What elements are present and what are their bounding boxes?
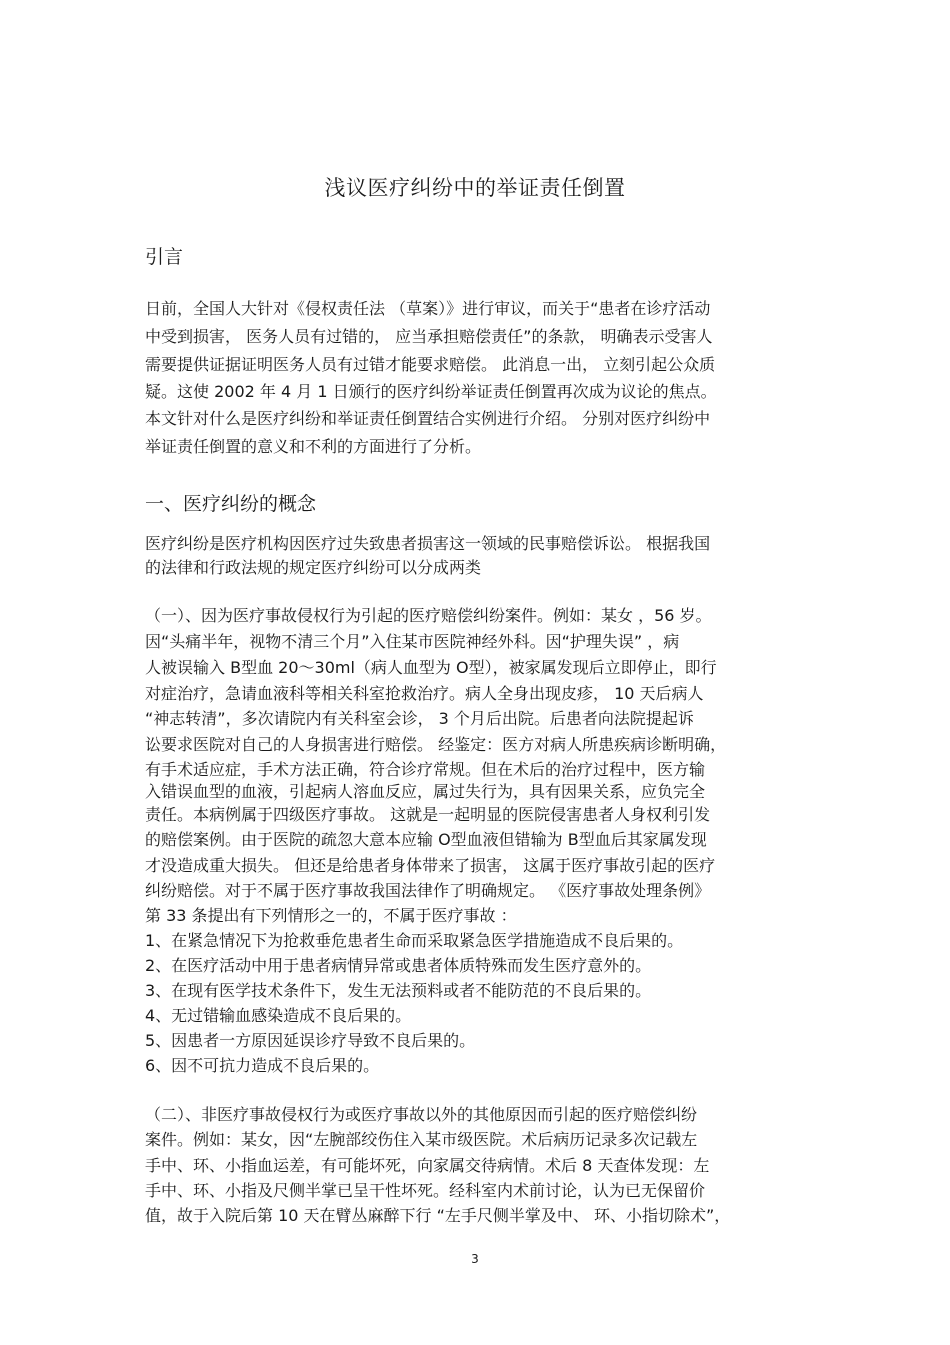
document-title: 浅议医疗纠纷中的举证责任倒置 (324, 176, 626, 200)
list-item: 1、在紧急情况下为抢救垂危患者生命而采取紧急医学措施造成不良后果的。 (145, 931, 684, 950)
paragraph-line: 才没造成重大损失。 但还是给患者身体带来了损害， 这属于医疗事故引起的医疗 (145, 856, 716, 875)
paragraph-line: 第 33 条提出有下列情形之一的，不属于医疗事故 ： (145, 906, 517, 925)
paragraph-line: 手中、环、小指血运差，有可能坏死，向家属交待病情。术后 8 天查体发现：左 (145, 1156, 710, 1175)
paragraph-line: （一）、因为医疗事故侵权行为引起的医疗赔偿纠纷案件。例如：某女 ，56 岁。 (145, 606, 712, 625)
paragraph-line: 有手术适应症，手术方法正确，符合诊疗常规。但在术后的治疗过程中，医方输 (145, 760, 706, 779)
paragraph-line: 日前，全国人大针对《侵权责任法 （草案）》进行审议，而关于“患者在诊疗活动 (145, 299, 711, 318)
paragraph-line: “神志转清”，多次请院内有关科室会诊， 3 个月后出院。后患者向法院提起诉 (145, 709, 694, 728)
section-heading-intro: 引言 (145, 246, 184, 268)
paragraph-line: 本文针对什么是医疗纠纷和举证责任倒置结合实例进行介绍。 分别对医疗纠纷中 (145, 409, 711, 428)
paragraph-line: 中受到损害， 医务人员有过错的， 应当承担赔偿责任”的条款， 明确表示受害人 (145, 327, 713, 346)
page-number: 3 (471, 1252, 479, 1266)
list-item: 3、在现有医学技术条件下，发生无法预料或者不能防范的不良后果的。 (145, 981, 652, 1000)
list-item: 4、无过错输血感染造成不良后果的。 (145, 1006, 412, 1025)
paragraph-line: 手中、环、小指及尺侧半掌已呈干性坏死。经科室内术前讨论，认为已无保留价 (145, 1181, 706, 1200)
section-heading-concept: 一、医疗纠纷的概念 (145, 493, 317, 515)
paragraph-line: 责任。本病例属于四级医疗事故。 这就是一起明显的医院侵害患者人身权利引发 (145, 805, 711, 824)
paragraph-line: 值，故于入院后第 10 天在臂丛麻醉下行 “左手尺侧半掌及中、 环、小指切除术”， (145, 1206, 731, 1225)
paragraph-line: 纠纷赔偿。对于不属于医疗事故我国法律作了明确规定。 《医疗事故处理条例》 (145, 881, 711, 900)
paragraph-line: 的法律和行政法规的规定医疗纠纷可以分成两类 (145, 558, 482, 577)
list-item: 6、因不可抗力造成不良后果的。 (145, 1056, 380, 1075)
paragraph-line: （二）、非医疗事故侵权行为或医疗事故以外的其他原因而引起的医疗赔偿纠纷 (145, 1105, 698, 1124)
paragraph-line: 的赔偿案例。由于医院的疏忽大意本应输 O型血液但错输为 B型血后其家属发现 (145, 830, 707, 849)
paragraph-line: 医疗纠纷是医疗机构因医疗过失致患者损害这一领域的民事赔偿诉讼。 根据我国 (145, 534, 711, 553)
paragraph-line: 需要提供证据证明医务人员有过错才能要求赔偿。 此消息一出， 立刻引起公众质 (145, 355, 716, 374)
paragraph-line: 疑。这使 2002 年 4 月 1 日颁行的医疗纠纷举证责任倒置再次成为议论的焦点。 (145, 382, 717, 401)
paragraph-line: 入错误血型的血液，引起病人溶血反应，属过失行为，具有因果关系，应负完全 (145, 782, 706, 801)
paragraph-line: 讼要求医院对自己的人身损害进行赔偿。 经鉴定：医方对病人所患疾病诊断明确， (145, 735, 727, 754)
paragraph-line: 因“头痛半年，视物不清三个月”入住某市医院神经外科。因“护理失误” ，病 (145, 632, 680, 651)
paragraph-line: 举证责任倒置的意义和不利的方面进行了分析。 (145, 437, 482, 456)
list-item: 2、在医疗活动中用于患者病情异常或患者体质特殊而发生医疗意外的。 (145, 956, 652, 975)
paragraph-line: 案件。例如：某女，因“左腕部绞伤住入某市级医院。术后病历记录多次记载左 (145, 1130, 698, 1149)
paragraph-line: 人被误输入 B型血 20～30ml（病人血型为 O型），被家属发现后立即停止，即行 (145, 658, 717, 677)
paragraph-line: 对症治疗，急请血液科等相关科室抢救治疗。病人全身出现皮疹， 10 天后病人 (145, 684, 704, 703)
list-item: 5、因患者一方原因延误诊疗导致不良后果的。 (145, 1031, 476, 1050)
